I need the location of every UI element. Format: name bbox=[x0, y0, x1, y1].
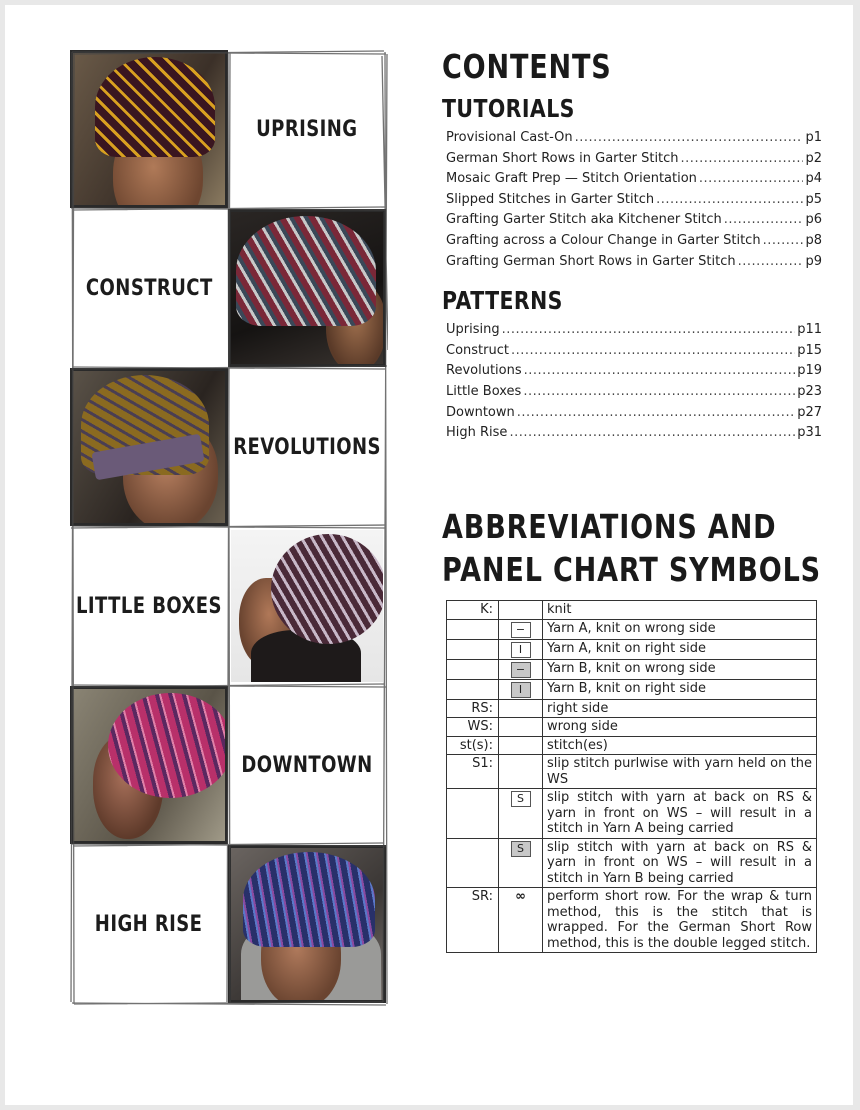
toc-leader-dots bbox=[738, 252, 804, 273]
hat-panel-grid bbox=[70, 50, 388, 1006]
abbreviation-symbol-cell bbox=[499, 679, 543, 699]
construct-label-cell bbox=[70, 209, 228, 367]
chart-symbol-icon: S bbox=[511, 841, 531, 857]
abbreviation-key: RS: bbox=[447, 699, 499, 718]
chart-symbol-icon: S bbox=[511, 791, 531, 807]
chart-symbol-icon: − bbox=[511, 662, 531, 678]
toc-entry-title: Grafting German Short Rows in Garter Stitch bbox=[446, 253, 736, 269]
toc-entry[interactable] bbox=[446, 149, 822, 170]
toc-leader-dots bbox=[523, 382, 795, 403]
abbreviation-row bbox=[447, 736, 817, 755]
abbreviation-row bbox=[447, 679, 817, 699]
abbreviations-heading-line1: ABBREVIATIONS AND bbox=[442, 507, 777, 546]
abbreviation-meaning: Yarn A, knit on right side bbox=[543, 639, 817, 659]
toc-entry-title: Slipped Stitches in Garter Stitch bbox=[446, 191, 655, 207]
uprising-photo bbox=[70, 50, 228, 208]
toc-leader-dots bbox=[524, 361, 796, 382]
abbreviation-symbol-cell bbox=[499, 838, 543, 888]
toc-entry-page: p4 bbox=[805, 171, 822, 187]
abbreviation-symbol-cell bbox=[499, 736, 543, 755]
abbreviation-meaning: Yarn A, knit on wrong side bbox=[543, 619, 817, 639]
abbreviation-symbol-cell bbox=[499, 699, 543, 718]
abbreviation-row bbox=[447, 699, 817, 718]
toc-entry[interactable] bbox=[446, 320, 822, 341]
abbreviations-heading-line2: PANEL CHART SYMBOLS bbox=[442, 550, 821, 589]
abbreviation-meaning: Yarn B, knit on wrong side bbox=[543, 659, 817, 679]
toc-entry-page: p9 bbox=[805, 253, 822, 269]
toc-leader-dots bbox=[656, 190, 803, 211]
toc-entry-title: Mosaic Graft Prep — Stitch Orientation bbox=[446, 171, 697, 187]
abbreviation-symbol-cell bbox=[499, 888, 543, 953]
abbreviation-key bbox=[447, 639, 499, 659]
abbreviation-key bbox=[447, 789, 499, 839]
patterns-list bbox=[442, 320, 822, 444]
abbreviation-meaning: slip stitch purlwise with yarn held on the WS bbox=[543, 755, 817, 789]
abbreviation-key bbox=[447, 838, 499, 888]
abbreviation-row bbox=[447, 755, 817, 789]
toc-entry-page: p5 bbox=[805, 191, 822, 207]
toc-entry-page: p19 bbox=[797, 363, 822, 379]
abbreviation-symbol-cell bbox=[499, 639, 543, 659]
abbreviation-meaning: Yarn B, knit on right side bbox=[543, 679, 817, 699]
uprising-label-cell bbox=[228, 50, 386, 208]
toc-entry[interactable] bbox=[446, 231, 822, 252]
abbreviation-row bbox=[447, 639, 817, 659]
contents-column bbox=[442, 47, 822, 444]
little-boxes-photo bbox=[228, 527, 386, 685]
toc-entry-page: p8 bbox=[805, 232, 822, 248]
toc-leader-dots bbox=[509, 423, 795, 444]
toc-entry[interactable] bbox=[446, 403, 822, 424]
patterns-heading: PATTERNS bbox=[442, 286, 563, 316]
abbreviation-row bbox=[447, 718, 817, 737]
abbreviation-row bbox=[447, 888, 817, 953]
toc-entry[interactable] bbox=[446, 252, 822, 273]
abbreviation-row bbox=[447, 789, 817, 839]
revolutions-photo bbox=[70, 368, 228, 526]
tutorials-list bbox=[442, 128, 822, 272]
abbreviation-key: S1: bbox=[447, 755, 499, 789]
abbreviation-key: K: bbox=[447, 601, 499, 620]
toc-entry[interactable] bbox=[446, 128, 822, 149]
chart-symbol-icon: I bbox=[511, 682, 531, 698]
toc-entry-page: p27 bbox=[797, 404, 822, 420]
toc-entry-page: p6 bbox=[805, 212, 822, 228]
toc-entry-title: Grafting Garter Stitch aka Kitchener Stitch bbox=[446, 212, 722, 228]
chart-symbol-icon: I bbox=[511, 642, 531, 658]
construct-label: CONSTRUCT bbox=[85, 275, 213, 301]
abbreviation-meaning: slip stitch with yarn at back on RS & yarn in front on WS – will result in a stitch in Yarn A being carried bbox=[543, 789, 817, 839]
downtown-label-cell bbox=[228, 686, 386, 844]
toc-leader-dots bbox=[575, 128, 804, 149]
abbreviations-table bbox=[446, 600, 817, 953]
chart-symbol-icon: ∞ bbox=[515, 889, 526, 904]
high-rise-photo bbox=[228, 845, 386, 1003]
toc-leader-dots bbox=[502, 320, 796, 341]
abbreviation-symbol-cell bbox=[499, 789, 543, 839]
toc-entry-title: German Short Rows in Garter Stitch bbox=[446, 150, 679, 166]
toc-entry-title: Construct bbox=[446, 342, 509, 358]
toc-leader-dots bbox=[517, 403, 795, 424]
abbreviation-meaning: perform short row. For the wrap & turn method, this is the stitch that is wrapped. For the German Short Row method, this is the double legged stitch. bbox=[543, 888, 817, 953]
abbreviation-symbol-cell bbox=[499, 755, 543, 789]
abbreviation-meaning: right side bbox=[543, 699, 817, 718]
toc-entry-page: p2 bbox=[805, 150, 822, 166]
toc-entry-page: p11 bbox=[797, 322, 822, 338]
toc-entry-title: Provisional Cast-On bbox=[446, 130, 573, 145]
abbreviation-symbol-cell bbox=[499, 619, 543, 639]
toc-entry-title: Downtown bbox=[446, 404, 515, 420]
toc-leader-dots bbox=[511, 341, 795, 362]
revolutions-label: REVOLUTIONS bbox=[233, 434, 381, 460]
toc-entry-page: p23 bbox=[797, 383, 822, 399]
contents-title: CONTENTS bbox=[442, 47, 612, 86]
toc-entry[interactable] bbox=[446, 341, 822, 362]
toc-entry[interactable] bbox=[446, 423, 822, 444]
tutorials-heading: TUTORIALS bbox=[442, 94, 575, 123]
abbreviation-key bbox=[447, 679, 499, 699]
revolutions-label-cell bbox=[228, 368, 386, 526]
toc-entry-title: Little Boxes bbox=[446, 383, 522, 399]
abbreviation-symbol-cell bbox=[499, 659, 543, 679]
uprising-label: UPRISING bbox=[256, 116, 358, 142]
abbreviation-meaning: wrong side bbox=[543, 718, 817, 737]
toc-entry-title: Grafting across a Colour Change in Garter Stitch bbox=[446, 232, 761, 248]
abbreviation-key bbox=[447, 659, 499, 679]
little-boxes-label-cell bbox=[70, 527, 228, 685]
downtown-photo bbox=[70, 686, 228, 844]
toc-leader-dots bbox=[763, 231, 804, 252]
downtown-label: DOWNTOWN bbox=[241, 752, 373, 778]
abbreviation-key: st(s): bbox=[447, 736, 499, 755]
abbreviation-key: SR: bbox=[447, 888, 499, 953]
abbreviation-row bbox=[447, 659, 817, 679]
toc-entry-page: p15 bbox=[797, 342, 822, 358]
abbreviation-row bbox=[447, 601, 817, 620]
toc-leader-dots bbox=[699, 169, 804, 190]
abbreviation-meaning: knit bbox=[543, 601, 817, 620]
toc-entry[interactable] bbox=[446, 169, 822, 190]
abbreviation-meaning: slip stitch with yarn at back on RS & yarn in front on WS – will result in a stitch in Yarn B being carried bbox=[543, 838, 817, 888]
abbreviation-key: WS: bbox=[447, 718, 499, 737]
abbreviation-key bbox=[447, 619, 499, 639]
toc-entry-title: Uprising bbox=[446, 322, 500, 338]
abbreviation-symbol-cell bbox=[499, 601, 543, 620]
abbreviations-heading bbox=[442, 507, 860, 589]
construct-photo bbox=[228, 209, 386, 367]
toc-entry[interactable] bbox=[446, 361, 822, 382]
abbreviation-row bbox=[447, 838, 817, 888]
abbreviation-meaning: stitch(es) bbox=[543, 736, 817, 755]
toc-leader-dots bbox=[724, 210, 804, 231]
toc-entry-title: Revolutions bbox=[446, 363, 522, 379]
high-rise-label: HIGH RISE bbox=[95, 911, 203, 937]
toc-leader-dots bbox=[681, 149, 804, 170]
toc-entry-title: High Rise bbox=[446, 425, 508, 441]
toc-entry[interactable] bbox=[446, 190, 822, 211]
toc-entry[interactable] bbox=[446, 210, 822, 231]
toc-entry-page: p31 bbox=[797, 425, 822, 441]
abbreviation-symbol-cell bbox=[499, 718, 543, 737]
toc-entry-page: p1 bbox=[805, 130, 822, 145]
chart-symbol-icon: − bbox=[511, 622, 531, 638]
little-boxes-label: LITTLE BOXES bbox=[76, 593, 222, 619]
toc-entry[interactable] bbox=[446, 382, 822, 403]
high-rise-label-cell bbox=[70, 845, 228, 1003]
abbreviation-row bbox=[447, 619, 817, 639]
